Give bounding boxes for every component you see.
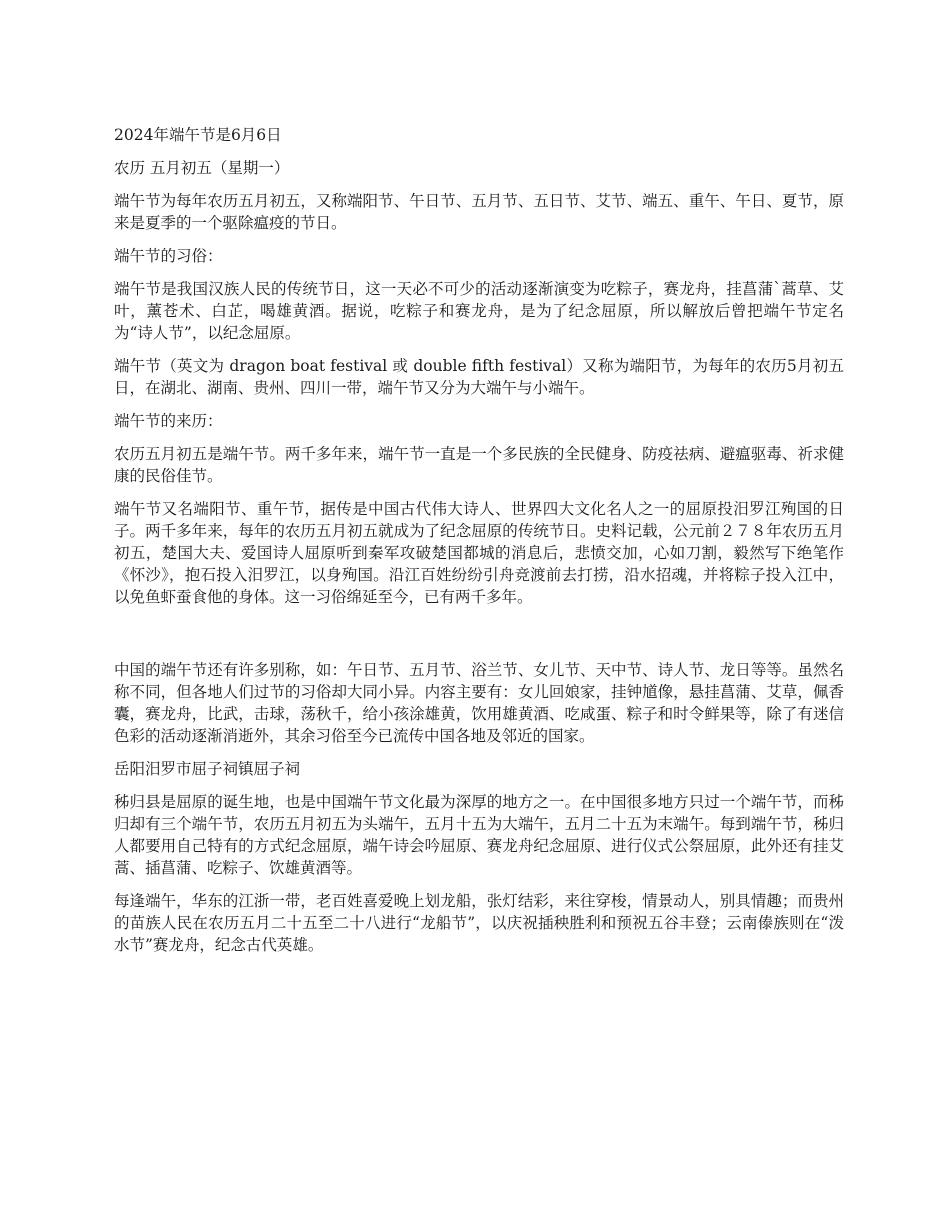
document-body [114, 124, 844, 967]
lunar-date-line: 农历 五月初五（星期一） [114, 159, 290, 177]
zigui-paragraph: 秭归县是屈原的诞生地，也是中国端午节文化最为深厚的地方之一。在中国很多地方只过一个端午节，而秭归却有三个端午节，农历五月初五为头端午，五月十五为大端午，五月二十五为末端午。每到端午节，秭归人都要用自己特有的方式纪念屈原，端午诗会吟屈原、赛龙舟纪念屈原、进行仪式公祭屈原，此外还有挂艾蒿、插菖蒲、吃粽子、饮雄黄酒等。 [114, 793, 844, 877]
customs-paragraph: 端午节是我国汉族人民的传统节日，这一天必不可少的活动逐渐演变为吃粽子，赛龙舟，挂菖蒲`蒿草、艾叶，薰苍术、白芷，喝雄黄酒。据说，吃粽子和赛龙舟，是为了纪念屈原，所以解放后曾把端午节定名为“诗人节”，以纪念屈原。 [114, 280, 844, 342]
quyuan-paragraph: 端午节又名端阳节、重午节，据传是中国古代伟大诗人、世界四大文化名人之一的屈原投汨罗江殉国的日子。两千多年来，每年的农历五月初五就成为了纪念屈原的传统节日。史料记载，公元前２７８年农历五月初五，楚国大夫、爱国诗人屈原听到秦军攻破楚国都城的消息后，悲愤交加，心如刀割，毅然写下绝笔作《怀沙》，抱石投入汨罗江，以身殉国。沿江百姓纷纷引舟竞渡前去打捞，沿水招魂，并将粽子投入江中，以免鱼虾蚕食他的身体。这一习俗绵延至今，已有两千多年。 [114, 500, 844, 606]
regional-customs-paragraph: 每逢端午，华东的江浙一带，老百姓喜爱晚上划龙船，张灯结彩，来往穿梭，情景动人，别具情趣；而贵州的苗族人民在农历五月二十五至二十八进行“龙船节”，以庆祝插秧胜利和预祝五谷丰登；云南傣族则在“泼水节”赛龙舟，纪念古代英雄。 [114, 892, 844, 954]
origin-paragraph: 农历五月初五是端午节。两千多年来，端午节一直是一个多民族的全民健身、防疫祛病、避瘟驱毒、祈求健康的民俗佳节。 [114, 445, 844, 485]
blank-spacer [114, 619, 844, 659]
origin-heading: 端午节的来历： [114, 412, 223, 430]
aliases-paragraph: 中国的端午节还有许多别称，如：午日节、五月节、浴兰节、女儿节、天中节、诗人节、龙日等等。虽然名称不同，但各地人们过节的习俗却大同小异。内容主要有：女儿回娘家，挂钟馗像，悬挂菖蒲、艾草，佩香囊，赛龙舟，比武，击球，荡秋千，给小孩涂雄黄，饮用雄黄酒、吃咸蛋、粽子和时令鲜果等，除了有迷信色彩的活动逐渐消逝外，其余习俗至今已流传中国各地及邻近的国家。 [114, 661, 844, 745]
customs-heading: 端午节的习俗： [114, 247, 223, 265]
intro-paragraph: 端午节为每年农历五月初五，又称端阳节、午日节、五月节、五日节、艾节、端五、重午、午日、夏节，原来是夏季的一个驱除瘟疫的节日。 [114, 192, 844, 232]
english-name-paragraph: 端午节（英文为 dragon boat festival 或 double fifth festival）又称为端阳节，为每年的农历5月初五日，在湖北、湖南、贵州、四川一带，端午节又分为大端午与小端午。 [114, 357, 844, 397]
date-heading: 2024年端午节是6月6日 [114, 126, 282, 144]
location-heading: 岳阳汨罗市屈子祠镇屈子祠 [114, 760, 301, 778]
